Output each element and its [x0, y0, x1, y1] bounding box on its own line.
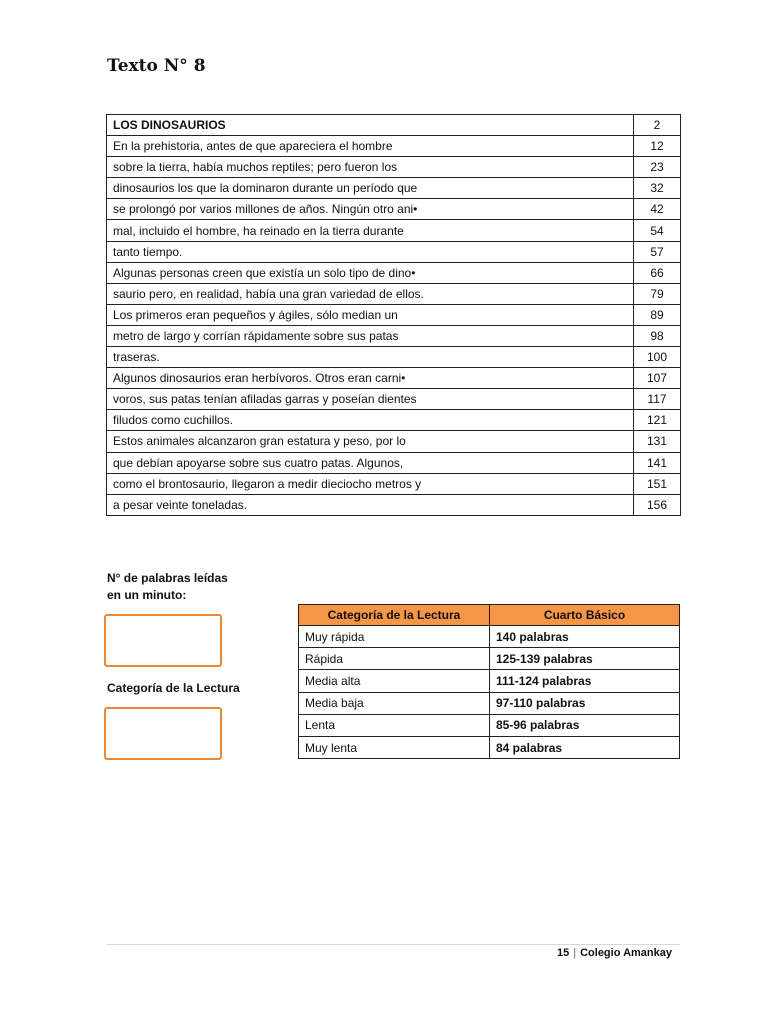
table-row: [107, 262, 681, 283]
word-count: 100: [634, 347, 681, 368]
row-text: filudos como cuchillos.: [107, 410, 634, 431]
table-row: [107, 368, 681, 389]
footer-divider: [107, 944, 680, 945]
row-text: metro de largo y corrían rápidamente sobre sus patas: [107, 325, 634, 346]
table-row: [107, 220, 681, 241]
range-cell: 140 palabras: [490, 626, 680, 648]
table-row: [107, 325, 681, 346]
page-footer: [557, 947, 672, 959]
words-read-label: [107, 570, 228, 604]
table-row: [107, 115, 681, 136]
range-cell: 84 palabras: [490, 736, 680, 758]
words-read-label-line1: N° de palabras leídas: [107, 571, 228, 585]
table-row: [107, 157, 681, 178]
row-text: LOS DINOSAURIOS: [107, 115, 634, 136]
page-title: Texto N° 8: [107, 56, 206, 76]
word-count: 42: [634, 199, 681, 220]
row-text: Los primeros eran pequeños y ágiles, sólo median un: [107, 304, 634, 325]
table-row: [299, 670, 680, 692]
header-grade: Cuarto Básico: [490, 605, 680, 626]
word-count: 12: [634, 136, 681, 157]
word-count: 121: [634, 410, 681, 431]
table-row: [107, 304, 681, 325]
table-row: [107, 136, 681, 157]
row-text: tanto tiempo.: [107, 241, 634, 262]
table-row: [107, 241, 681, 262]
table-row: [107, 452, 681, 473]
word-count: 79: [634, 283, 681, 304]
category-cell: Rápida: [299, 648, 490, 670]
word-count: 23: [634, 157, 681, 178]
word-count: 2: [634, 115, 681, 136]
row-text: a pesar veinte toneladas.: [107, 494, 634, 515]
table-row: [299, 648, 680, 670]
category-table-header: [299, 605, 680, 626]
header-category: Categoría de la Lectura: [299, 605, 490, 626]
row-text: En la prehistoria, antes de que apareciera el hombre: [107, 136, 634, 157]
category-cell: Media baja: [299, 692, 490, 714]
table-row: [107, 199, 681, 220]
table-row: [299, 714, 680, 736]
row-text: voros, sus patas tenían afiladas garras y poseían dientes: [107, 389, 634, 410]
table-row: [107, 347, 681, 368]
reading-category-input-box[interactable]: [104, 707, 222, 760]
word-count: 98: [634, 325, 681, 346]
row-text: Algunos dinosaurios eran herbívoros. Otros eran carni•: [107, 368, 634, 389]
range-cell: 85-96 palabras: [490, 714, 680, 736]
row-text: saurio pero, en realidad, había una gran variedad de ellos.: [107, 283, 634, 304]
words-read-label-line2: en un minuto:: [107, 588, 187, 602]
word-count: 141: [634, 452, 681, 473]
row-text: Algunas personas creen que existía un solo tipo de dino•: [107, 262, 634, 283]
word-count: 117: [634, 389, 681, 410]
category-cell: Lenta: [299, 714, 490, 736]
category-table: [298, 604, 680, 759]
words-read-input-box[interactable]: [104, 614, 222, 667]
word-count: 151: [634, 473, 681, 494]
row-text: sobre la tierra, había muchos reptiles; pero fueron los: [107, 157, 634, 178]
category-cell: Muy rápida: [299, 626, 490, 648]
page-number: 15: [556, 947, 570, 959]
reading-text-table: [106, 114, 681, 516]
row-text: que debían apoyarse sobre sus cuatro patas. Algunos,: [107, 452, 634, 473]
range-cell: 97-110 palabras: [490, 692, 680, 714]
table-row: [107, 283, 681, 304]
range-cell: 111-124 palabras: [490, 670, 680, 692]
word-count: 89: [634, 304, 681, 325]
range-cell: 125-139 palabras: [490, 648, 680, 670]
table-row: [107, 410, 681, 431]
row-text: traseras.: [107, 347, 634, 368]
row-text: como el brontosaurio, llegaron a medir dieciocho metros y: [107, 473, 634, 494]
table-row: [299, 736, 680, 758]
word-count: 57: [634, 241, 681, 262]
word-count: 66: [634, 262, 681, 283]
row-text: dinosaurios los que la dominaron durante un período que: [107, 178, 634, 199]
word-count: 32: [634, 178, 681, 199]
table-row: [107, 389, 681, 410]
footer-separator: |: [573, 947, 577, 959]
table-row: [107, 473, 681, 494]
reading-category-label: Categoría de la Lectura: [107, 681, 240, 695]
school-name: Colegio Amankay: [580, 947, 672, 959]
row-text: Estos animales alcanzaron gran estatura y peso, por lo: [107, 431, 634, 452]
word-count: 107: [634, 368, 681, 389]
word-count: 54: [634, 220, 681, 241]
row-text: se prolongó por varios millones de años. Ningún otro ani•: [107, 199, 634, 220]
category-cell: Media alta: [299, 670, 490, 692]
word-count: 156: [634, 494, 681, 515]
category-cell: Muy lenta: [299, 736, 490, 758]
word-count: 131: [634, 431, 681, 452]
table-row: [107, 494, 681, 515]
table-row: [299, 692, 680, 714]
table-row: [107, 431, 681, 452]
row-text: mal, incluido el hombre, ha reinado en la tierra durante: [107, 220, 634, 241]
table-row: [299, 626, 680, 648]
table-row: [107, 178, 681, 199]
